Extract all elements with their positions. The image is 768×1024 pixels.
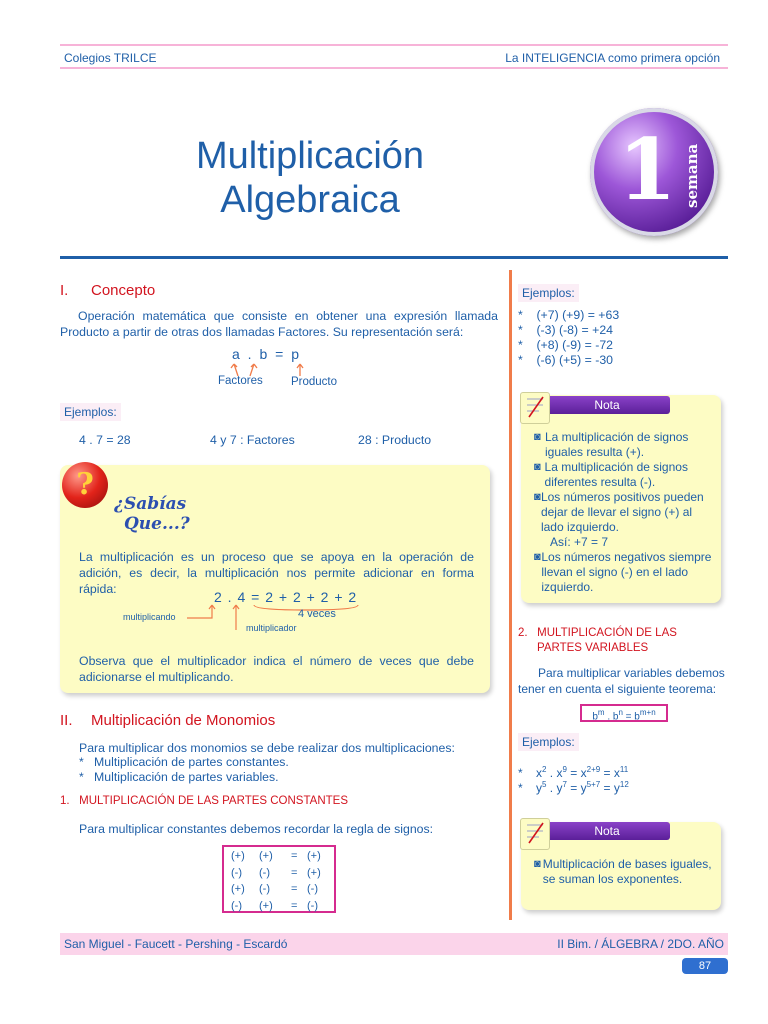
nota1-item: ◙ Los números negativos siempre llevan el signo (-) en el lado izquierdo. (534, 550, 714, 595)
title-rule (60, 256, 728, 259)
page-number: 87 (682, 958, 728, 974)
title-line-2: Algebraica (220, 179, 400, 221)
sign-result: (-) (307, 883, 318, 895)
sign-a: (-) (231, 899, 242, 912)
sign-eq: = (291, 850, 298, 862)
footer-left: San Miguel - Faucett - Pershing - Escardó (64, 937, 288, 951)
right-example-text: (+8) (-9) = -72 (536, 338, 613, 352)
nota1-item (534, 535, 714, 550)
label-producto: Producto (291, 376, 338, 388)
sign-eq: = (291, 883, 298, 895)
header-left: Colegios TRILCE (64, 51, 157, 65)
sabias-formula: 2 . 4 = 2 + 2 + 2 + 2 (214, 589, 358, 605)
section2-num: II. (60, 712, 73, 729)
sign-row (230, 865, 322, 882)
sign-b: (-) (259, 866, 270, 879)
right-example: * (+7) (+9) = +63 (518, 308, 620, 322)
nota1-item-text: Así: +7 = 7 (550, 535, 609, 549)
sign-row (230, 898, 322, 915)
sign-row (230, 848, 322, 865)
right-example: * (-6) (+5) = -30 (518, 353, 613, 367)
nota2-tab: Nota (544, 822, 670, 840)
header-bottom-line (60, 67, 728, 69)
section1-title: Concepto (91, 282, 156, 299)
example-expr: 4 . 7 = 28 (79, 433, 131, 447)
example-factores: 4 y 7 : Factores (210, 433, 295, 447)
sabias-veces: 4 veces (298, 608, 336, 620)
sabias-title-2: Que...? (124, 514, 190, 534)
nota2-item-text: Multiplicación de bases iguales, se suman los exponentes. (542, 857, 712, 886)
sign-b: (-) (259, 883, 270, 895)
section2-item-1: * Multiplicación de partes constantes. (79, 755, 289, 769)
nota1-list (534, 430, 714, 595)
column-divider (509, 270, 512, 920)
section1-ejemplos-label: Ejemplos: (60, 403, 121, 421)
question-mark-icon: ? (62, 462, 108, 508)
section2-item-1-text: Multiplicación de partes constantes. (94, 755, 289, 769)
example2-2: * $y^5$ . $y^7 = y^{5+7} = y^{12}$ (518, 780, 629, 795)
sign-eq: = (291, 866, 298, 879)
notepad-icon (520, 392, 550, 424)
right-ejemplos-label: Ejemplos: (518, 284, 579, 302)
sign-result: (+) (307, 866, 321, 879)
nota2-item: ◙ Multiplicación de bases iguales, se suman los exponentes. (534, 857, 714, 887)
sabias-multiplicando: multiplicando (123, 612, 176, 622)
sabias-text: La multiplicación es un proceso que se apoya en la operación de adición, es decir, la multiplicación nos permite adicionar en forma rápida: (79, 550, 474, 596)
right-example-text: (+7) (+9) = +63 (536, 308, 620, 322)
title-line-1: Multiplicación (195, 135, 425, 177)
sub2-text: Para multiplicar variables debemos tener en cuenta el siguiente teorema: (518, 666, 725, 696)
nota1-item-text: Los números positivos pueden dejar de llevar el signo (+) al lado izquierdo. (540, 490, 704, 534)
footer-right: II Bim. / ÁLGEBRA / 2DO. AÑO (557, 937, 724, 951)
right-example: * (-3) (-8) = +24 (518, 323, 613, 337)
sub1-text: Para multiplicar constantes debemos recordar la regla de signos: (79, 822, 434, 836)
section2-intro: Para multiplicar dos monomios se debe realizar dos multiplicaciones: (79, 741, 455, 755)
sign-a: (+) (231, 883, 245, 895)
header-top-line (60, 44, 728, 46)
sabias-title-1: ¿Sabías (114, 494, 187, 514)
nota1-item: ◙ La multiplicación de signos diferentes resulta (-). (534, 460, 714, 490)
sub2-title-2: PARTES VARIABLES (537, 642, 649, 654)
theorem-box: $b^m$ . $b^n = b^{m+n}$ (580, 704, 668, 722)
nota1-item-text: La multiplicación de signos iguales resulta (+). (545, 430, 689, 459)
notepad-icon (520, 818, 550, 850)
sub1-title: 1. MULTIPLICACIÓN DE LAS PARTES CONSTANTES (60, 795, 348, 807)
section2-item-2-text: Multiplicación de partes variables. (94, 770, 279, 784)
week-word: semana (683, 143, 701, 208)
nota1-item: ◙ La multiplicación de signos iguales resulta (+). (534, 430, 714, 460)
section1-num: I. (60, 282, 69, 299)
nota1-item-text: Los números negativos siempre llevan el signo (-) en el lado izquierdo. (541, 550, 712, 594)
sign-a: (-) (231, 866, 242, 879)
right-ejemplos2-label: Ejemplos: (518, 733, 579, 751)
sign-b: (+) (259, 899, 273, 912)
concept-formula: a . b = p (232, 346, 301, 362)
nota1-item: ◙ Los números positivos pueden dejar de llevar el signo (+) al lado izquierdo. (534, 490, 714, 535)
sign-b: (+) (259, 850, 273, 862)
nota1-tab: Nota (544, 396, 670, 414)
header-right: La INTELIGENCIA como primera opción (505, 51, 720, 65)
section1-text: Operación matemática que consiste en obtener una expresión llamada Producto a partir de otras dos llamadas Factores. Su representación será: (60, 309, 498, 339)
sub2-title-1: 2. MULTIPLICACIÓN DE LAS (518, 627, 677, 639)
right-examples (518, 308, 619, 368)
right-example: * (+8) (-9) = -72 (518, 338, 613, 352)
sign-eq: = (291, 899, 298, 912)
nota1-item-text: La multiplicación de signos diferentes resulta (-). (544, 460, 688, 489)
sabias-observa: Observa que el multiplicador indica el número de veces que debe adicionarse el multiplicando. (79, 654, 474, 684)
signs-table (222, 845, 336, 913)
section2-item-2: * Multiplicación de partes variables. (79, 770, 279, 784)
example-producto: 28 : Producto (358, 433, 432, 447)
example2-1: * $x^2$ . $x^9 = x^{2+9} = x^{11}$ (518, 765, 629, 780)
section2-title: Multiplicación de Monomios (91, 712, 276, 729)
sign-row (230, 881, 322, 898)
label-factores: Factores (218, 375, 263, 387)
right-example-text: (-6) (+5) = -30 (536, 353, 613, 367)
sign-result: (+) (307, 850, 321, 862)
sign-result: (-) (307, 899, 318, 912)
page-title (130, 134, 490, 222)
right-example-text: (-3) (-8) = +24 (536, 323, 613, 337)
week-number: 1 (618, 120, 677, 219)
sabias-multiplicador: multiplicador (246, 623, 297, 633)
sign-a: (+) (231, 850, 245, 862)
